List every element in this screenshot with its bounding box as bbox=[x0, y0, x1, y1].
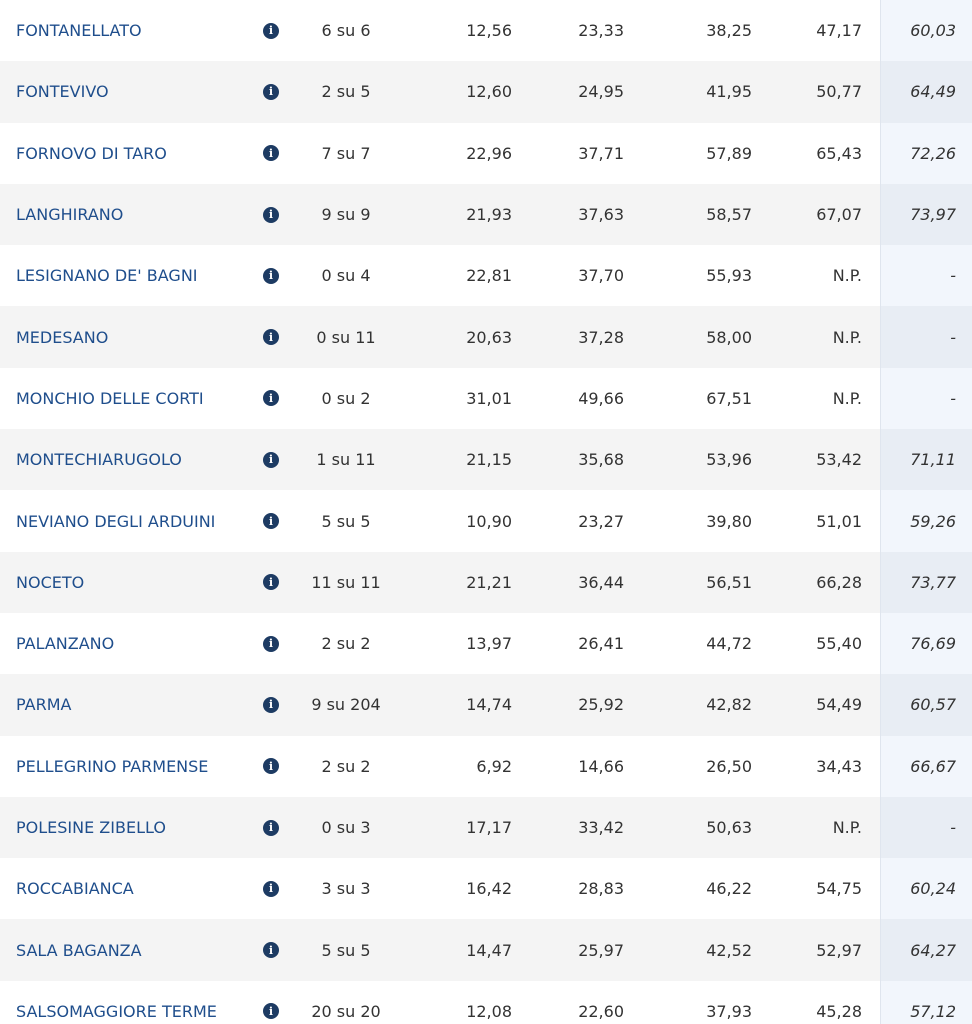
table-row bbox=[0, 0, 972, 61]
sezioni-cell: 5 su 5 bbox=[321, 940, 371, 960]
comune-link[interactable]: SALSOMAGGIORE TERME bbox=[16, 1001, 217, 1021]
affluenza-cell-2: 37,28 bbox=[578, 327, 624, 347]
sezioni-cell: 0 su 11 bbox=[316, 327, 376, 347]
table-row bbox=[0, 123, 972, 184]
affluenza-cell-4: 54,75 bbox=[816, 879, 862, 899]
affluenza-cell-3: 58,57 bbox=[706, 205, 752, 225]
affluenza-cell-5: 64,27 bbox=[880, 919, 972, 980]
affluenza-cell-5: - bbox=[880, 368, 972, 429]
affluenza-cell-5: 59,26 bbox=[880, 490, 972, 551]
info-circle-icon[interactable]: i bbox=[263, 820, 279, 836]
info-button[interactable] bbox=[262, 981, 280, 1024]
comune-link[interactable]: SALA BAGANZA bbox=[16, 940, 142, 960]
info-button[interactable] bbox=[262, 552, 280, 613]
sezioni-cell: 7 su 7 bbox=[321, 143, 371, 163]
affluenza-cell-5: - bbox=[880, 245, 972, 306]
table-row bbox=[0, 306, 972, 367]
info-button[interactable] bbox=[262, 429, 280, 490]
affluenza-cell-5: - bbox=[880, 797, 972, 858]
comune-link[interactable]: LESIGNANO DE' BAGNI bbox=[16, 266, 198, 286]
affluenza-cell-2: 23,27 bbox=[578, 511, 624, 531]
table-row bbox=[0, 981, 972, 1024]
affluenza-cell-3: 50,63 bbox=[706, 818, 752, 837]
affluenza-cell-2: 23,33 bbox=[578, 21, 624, 41]
table-row bbox=[0, 736, 972, 797]
sezioni-cell: 11 su 11 bbox=[311, 572, 381, 592]
affluenza-cell-4: 47,17 bbox=[816, 21, 862, 41]
info-circle-icon[interactable]: i bbox=[263, 145, 279, 161]
sezioni-cell: 0 su 3 bbox=[321, 818, 371, 837]
info-circle-icon[interactable]: i bbox=[263, 881, 279, 897]
affluenza-cell-5: 60,24 bbox=[880, 858, 972, 919]
affluenza-cell-3: 58,00 bbox=[706, 327, 752, 347]
comune-link[interactable]: MEDESANO bbox=[16, 327, 109, 347]
affluenza-cell-1: 12,56 bbox=[466, 21, 512, 41]
affluenza-cell-2: 37,70 bbox=[578, 266, 624, 286]
comune-link[interactable]: FONTANELLATO bbox=[16, 21, 142, 41]
affluenza-cell-3: 46,22 bbox=[706, 879, 752, 899]
info-circle-icon[interactable]: i bbox=[263, 84, 279, 100]
sezioni-cell: 2 su 2 bbox=[321, 756, 371, 776]
affluenza-cell-1: 14,74 bbox=[466, 695, 512, 715]
comune-link[interactable]: FORNOVO DI TARO bbox=[16, 143, 167, 163]
affluenza-cell-5: 66,67 bbox=[880, 736, 972, 797]
affluenza-cell-4: N.P. bbox=[832, 388, 862, 408]
info-button[interactable] bbox=[262, 0, 280, 61]
affluenza-cell-4: N.P. bbox=[832, 327, 862, 347]
affluenza-cell-5: 76,69 bbox=[880, 613, 972, 674]
sezioni-cell: 0 su 2 bbox=[321, 388, 371, 408]
affluenza-cell-2: 26,41 bbox=[578, 634, 624, 654]
sezioni-cell: 2 su 5 bbox=[321, 82, 371, 102]
comune-link[interactable]: NEVIANO DEGLI ARDUINI bbox=[16, 511, 216, 531]
info-circle-icon[interactable]: i bbox=[263, 390, 279, 406]
info-button[interactable] bbox=[262, 613, 280, 674]
info-button[interactable] bbox=[262, 858, 280, 919]
affluenza-cell-3: 37,93 bbox=[706, 1001, 752, 1021]
info-circle-icon[interactable]: i bbox=[263, 697, 279, 713]
affluenza-cell-5: 71,11 bbox=[880, 429, 972, 490]
info-button[interactable] bbox=[262, 123, 280, 184]
affluenza-cell-2: 37,63 bbox=[578, 205, 624, 225]
affluenza-cell-4: 45,28 bbox=[816, 1001, 862, 1021]
affluenza-cell-4: 50,77 bbox=[816, 82, 862, 102]
table-row bbox=[0, 858, 972, 919]
affluenza-cell-2: 35,68 bbox=[578, 450, 624, 470]
info-circle-icon[interactable]: i bbox=[263, 329, 279, 345]
affluenza-cell-3: 39,80 bbox=[706, 511, 752, 531]
affluenza-cell-5: - bbox=[880, 306, 972, 367]
affluenza-cell-3: 26,50 bbox=[706, 756, 752, 776]
info-circle-icon[interactable]: i bbox=[263, 513, 279, 529]
table-row bbox=[0, 674, 972, 735]
info-button[interactable] bbox=[262, 674, 280, 735]
comune-link[interactable]: NOCETO bbox=[16, 572, 85, 592]
affluenza-cell-4: 34,43 bbox=[816, 756, 862, 776]
table-row bbox=[0, 797, 972, 858]
affluenza-cell-1: 20,63 bbox=[466, 327, 512, 347]
affluenza-cell-1: 21,93 bbox=[466, 205, 512, 225]
affluenza-cell-1: 13,97 bbox=[466, 634, 512, 654]
table-row bbox=[0, 490, 972, 551]
affluenza-cell-3: 57,89 bbox=[706, 143, 752, 163]
info-button[interactable] bbox=[262, 736, 280, 797]
affluenza-cell-1: 10,90 bbox=[466, 511, 512, 531]
affluenza-cell-2: 25,92 bbox=[578, 695, 624, 715]
affluenza-cell-2: 37,71 bbox=[578, 143, 624, 163]
affluenza-cell-3: 56,51 bbox=[706, 572, 752, 592]
comune-link[interactable]: PALANZANO bbox=[16, 634, 115, 654]
affluenza-cell-5: 60,03 bbox=[880, 0, 972, 61]
affluenza-cell-3: 38,25 bbox=[706, 21, 752, 41]
info-circle-icon[interactable]: i bbox=[263, 207, 279, 223]
affluenza-cell-4: 65,43 bbox=[816, 143, 862, 163]
info-button[interactable] bbox=[262, 245, 280, 306]
affluenza-cell-4: 66,28 bbox=[816, 572, 862, 592]
affluenza-cell-5: 57,12 bbox=[880, 981, 972, 1024]
affluenza-cell-3: 67,51 bbox=[706, 388, 752, 408]
info-button[interactable] bbox=[262, 490, 280, 551]
affluenza-cell-3: 44,72 bbox=[706, 634, 752, 654]
affluenza-cell-2: 36,44 bbox=[578, 572, 624, 592]
affluenza-cell-4: N.P. bbox=[832, 266, 862, 286]
comune-link[interactable]: PARMA bbox=[16, 695, 72, 715]
affluenza-cell-1: 6,92 bbox=[476, 756, 512, 776]
affluenza-cell-4: N.P. bbox=[832, 818, 862, 837]
affluenza-cell-1: 16,42 bbox=[466, 879, 512, 899]
affluenza-cell-5: 60,57 bbox=[880, 674, 972, 735]
affluenza-cell-5: 64,49 bbox=[880, 61, 972, 122]
affluenza-cell-2: 14,66 bbox=[578, 756, 624, 776]
affluenza-cell-1: 12,08 bbox=[466, 1001, 512, 1021]
info-button[interactable] bbox=[262, 306, 280, 367]
info-button[interactable] bbox=[262, 184, 280, 245]
affluenza-cell-3: 42,82 bbox=[706, 695, 752, 715]
affluenza-cell-2: 28,83 bbox=[578, 879, 624, 899]
info-circle-icon[interactable]: i bbox=[263, 636, 279, 652]
comune-link[interactable]: FONTEVIVO bbox=[16, 82, 109, 102]
affluenza-cell-4: 67,07 bbox=[816, 205, 862, 225]
affluenza-cell-1: 21,15 bbox=[466, 450, 512, 470]
table-row bbox=[0, 919, 972, 980]
affluenza-cell-3: 55,93 bbox=[706, 266, 752, 286]
info-button[interactable] bbox=[262, 61, 280, 122]
affluenza-cell-1: 22,81 bbox=[466, 266, 512, 286]
affluenza-cell-1: 12,60 bbox=[466, 82, 512, 102]
affluenza-cell-2: 22,60 bbox=[578, 1001, 624, 1021]
info-circle-icon[interactable]: i bbox=[263, 758, 279, 774]
comune-link[interactable]: LANGHIRANO bbox=[16, 205, 124, 225]
sezioni-cell: 2 su 2 bbox=[321, 634, 371, 654]
affluenza-cell-4: 51,01 bbox=[816, 511, 862, 531]
affluenza-cell-3: 53,96 bbox=[706, 450, 752, 470]
sezioni-cell: 5 su 5 bbox=[321, 511, 371, 531]
affluenza-cell-2: 33,42 bbox=[578, 818, 624, 837]
sezioni-cell: 0 su 4 bbox=[321, 266, 371, 286]
comune-link[interactable]: ROCCABIANCA bbox=[16, 879, 134, 899]
info-circle-icon[interactable]: i bbox=[263, 1003, 279, 1019]
sezioni-cell: 9 su 204 bbox=[311, 695, 381, 715]
table-row bbox=[0, 245, 972, 306]
table-row bbox=[0, 368, 972, 429]
sezioni-cell: 20 su 20 bbox=[311, 1001, 381, 1021]
affluenza-cell-4: 53,42 bbox=[816, 450, 862, 470]
affluenza-cell-1: 21,21 bbox=[466, 572, 512, 592]
affluenza-cell-4: 52,97 bbox=[816, 940, 862, 960]
affluenza-cell-3: 42,52 bbox=[706, 940, 752, 960]
affluenza-cell-4: 55,40 bbox=[816, 634, 862, 654]
affluenza-cell-1: 17,17 bbox=[466, 818, 512, 837]
affluenza-cell-1: 22,96 bbox=[466, 143, 512, 163]
affluenza-cell-1: 14,47 bbox=[466, 940, 512, 960]
sezioni-cell: 9 su 9 bbox=[321, 205, 371, 225]
info-button[interactable] bbox=[262, 919, 280, 980]
comune-link[interactable]: MONTECHIARUGOLO bbox=[16, 450, 182, 470]
sezioni-cell: 1 su 11 bbox=[316, 450, 376, 470]
sezioni-cell: 6 su 6 bbox=[321, 21, 371, 41]
sezioni-cell: 3 su 3 bbox=[321, 879, 371, 899]
info-button[interactable] bbox=[262, 797, 280, 858]
affluenza-cell-2: 25,97 bbox=[578, 940, 624, 960]
affluenza-cell-5: 73,77 bbox=[880, 552, 972, 613]
info-circle-icon[interactable]: i bbox=[263, 574, 279, 590]
affluenza-cell-2: 24,95 bbox=[578, 82, 624, 102]
table-row bbox=[0, 61, 972, 122]
info-circle-icon[interactable]: i bbox=[263, 23, 279, 39]
comune-link[interactable]: MONCHIO DELLE CORTI bbox=[16, 388, 204, 408]
info-circle-icon[interactable]: i bbox=[263, 268, 279, 284]
affluenza-cell-4: 54,49 bbox=[816, 695, 862, 715]
affluenza-cell-3: 41,95 bbox=[706, 82, 752, 102]
comune-link[interactable]: POLESINE ZIBELLO bbox=[16, 818, 166, 837]
info-button[interactable] bbox=[262, 368, 280, 429]
affluenza-cell-5: 72,26 bbox=[880, 123, 972, 184]
table-row bbox=[0, 552, 972, 613]
info-circle-icon[interactable]: i bbox=[263, 942, 279, 958]
table-row bbox=[0, 429, 972, 490]
comune-link[interactable]: PELLEGRINO PARMENSE bbox=[16, 756, 209, 776]
table-row bbox=[0, 184, 972, 245]
info-circle-icon[interactable]: i bbox=[263, 452, 279, 468]
affluenza-cell-1: 31,01 bbox=[466, 388, 512, 408]
table-row bbox=[0, 613, 972, 674]
affluenza-cell-5: 73,97 bbox=[880, 184, 972, 245]
affluenza-cell-2: 49,66 bbox=[578, 388, 624, 408]
